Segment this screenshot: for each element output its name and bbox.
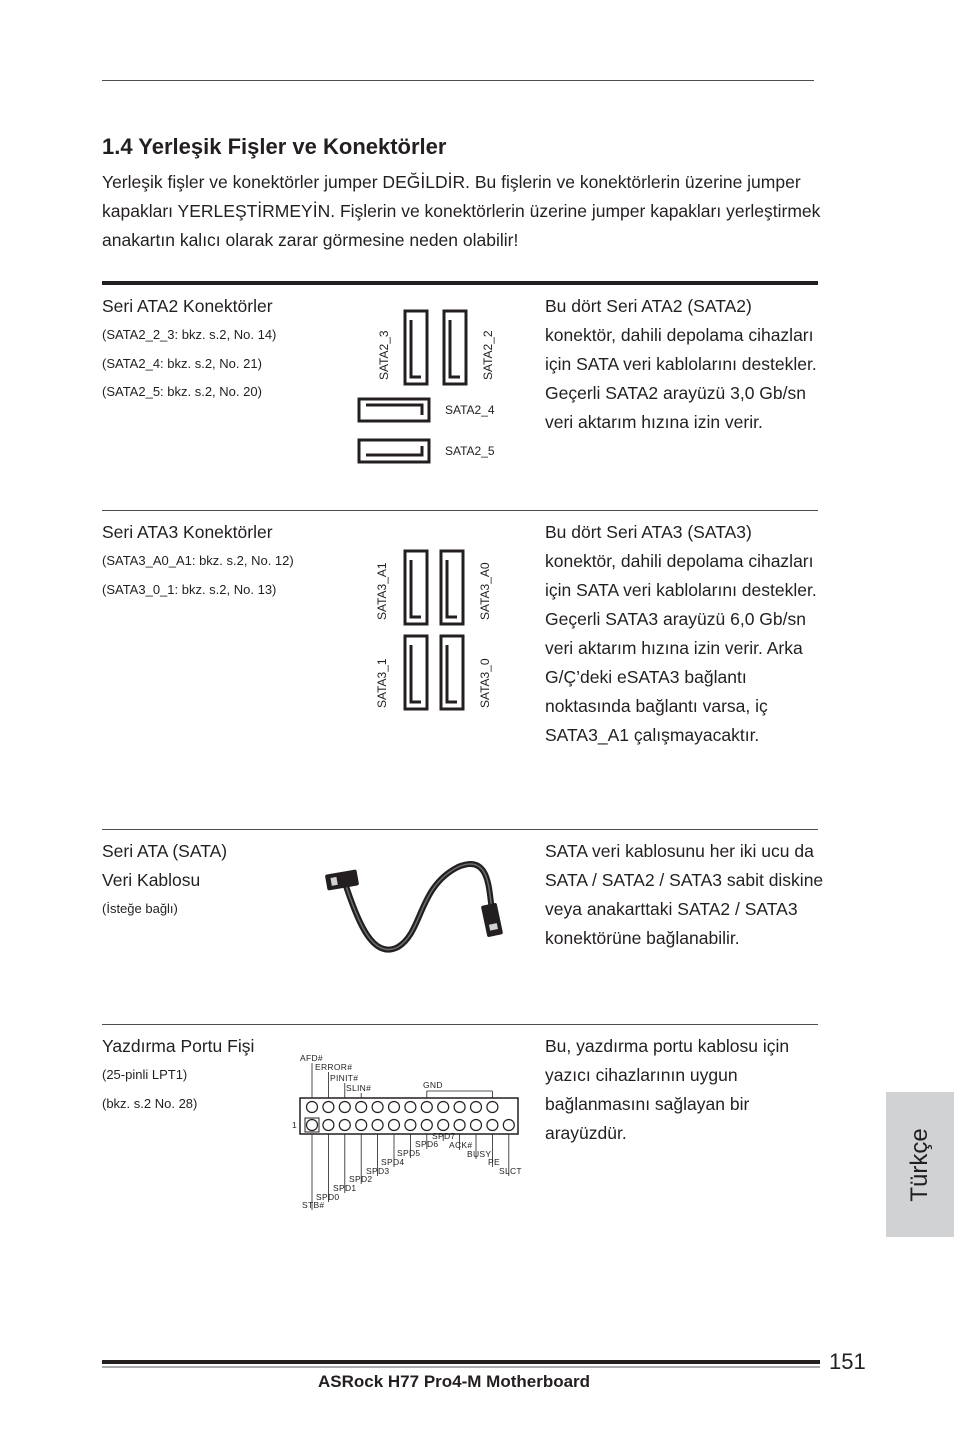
lpt-pin [503, 1120, 514, 1131]
sata2-note-1: (SATA2_2_3: bkz. s.2, No. 14) [102, 327, 277, 342]
lpt-pin [471, 1120, 482, 1131]
lpt-pin [438, 1102, 449, 1113]
section-title: 1.4 Yerleşik Fişler ve Konektörler [102, 134, 447, 159]
lpt-label: Yazdırma Portu Fişi [102, 1036, 255, 1056]
lpt-description: Bu, yazdırma portu kablosu için yazıcı cihazlarının uygun bağlanmasını sağlayan bir arayüzdür. [545, 1036, 790, 1143]
lpt-pin-one-label: 1 [292, 1120, 298, 1130]
lpt-label-busy: BUSY [467, 1149, 492, 1159]
lpt-pin [421, 1120, 432, 1131]
sata3-0-label: SATA3_0 [478, 658, 492, 708]
lpt-divider [102, 1024, 818, 1025]
top-rule [102, 80, 814, 81]
lpt-label-pinit: PINIT# [330, 1073, 359, 1083]
sata-cable-image [318, 852, 518, 964]
sata3-1-connector [405, 636, 427, 709]
lpt-pin [323, 1102, 334, 1113]
lpt-pin [389, 1102, 400, 1113]
lpt-label-spd3: SPD3 [366, 1166, 390, 1176]
sata3-1-label: SATA3_1 [375, 658, 389, 708]
lpt-pin [323, 1120, 334, 1131]
sata3-0-connector [441, 636, 463, 709]
sata3-a1-connector [405, 551, 427, 624]
lpt-note-1: (25-pinli LPT1) [102, 1067, 188, 1082]
section-intro: Yerleşik fişler ve konektörler jumper DEĞİLDİR. Bu fişlerin ve konektörlerin üzerine jumper kapakları YERLEŞTİRMEYİN. Fişlerin ve konektörlerin üzerine jumper kapakları yerleştirmek anakartın kalıcı olarak zarar görmesine neden olabilir! [102, 172, 821, 250]
sata2-4-label: SATA2_4 [445, 403, 495, 417]
lpt-pin [471, 1102, 482, 1113]
lpt-label-afd: AFD# [300, 1053, 323, 1063]
lpt-pin-header-diagram [288, 1048, 528, 1216]
lpt-label-spd4: SPD4 [381, 1157, 405, 1167]
lpt-pin [405, 1120, 416, 1131]
sata2-3-label: SATA2_3 [377, 330, 391, 380]
lpt-label-slin: SLIN# [346, 1083, 372, 1093]
lpt-label-spd1: SPD1 [333, 1183, 357, 1193]
language-tab-label: Türkçe [906, 1127, 933, 1202]
lpt-pin [372, 1120, 383, 1131]
lpt-pin [307, 1102, 318, 1113]
lpt-label-spd6: SPD6 [415, 1139, 439, 1149]
sata3-label: Seri ATA3 Konektörler [102, 522, 273, 542]
lpt-pin [356, 1120, 367, 1131]
footer-rule [102, 1360, 820, 1364]
lpt-pin [339, 1120, 350, 1131]
lpt-pin [421, 1102, 432, 1113]
sata2-note-2: (SATA2_4: bkz. s.2, No. 21) [102, 356, 262, 371]
lpt-pin [454, 1102, 465, 1113]
cable-note: (İsteğe bağlı) [102, 901, 178, 916]
lpt-label-pe: PE [488, 1157, 500, 1167]
lpt-pin [372, 1102, 383, 1113]
sata3-a0-label: SATA3_A0 [478, 562, 492, 620]
language-tab [886, 1092, 954, 1237]
lpt-pin [454, 1120, 465, 1131]
lpt-pin [487, 1102, 498, 1113]
sata2-2-label: SATA2_2 [481, 330, 495, 380]
lpt-pin [487, 1120, 498, 1131]
sata2-connector-diagram [350, 300, 520, 470]
lpt-pin [405, 1102, 416, 1113]
sata2-5-label: SATA2_5 [445, 444, 495, 458]
sata3-note-2: (SATA3_0_1: bkz. s.2, No. 13) [102, 582, 277, 597]
sata2-note-3: (SATA2_5: bkz. s.2, No. 20) [102, 384, 262, 399]
lpt-label-spd7: SPD7 [432, 1131, 456, 1141]
lpt-label-spd0: SPD0 [316, 1192, 340, 1202]
sata2-description: Bu dört Seri ATA2 (SATA2) konektör, dahili depolama cihazları için SATA veri kablolarını destekler. Geçerli SATA2 arayüzü 3,0 Gb/sn veri aktarım hızına izin verir. [545, 296, 817, 432]
lpt-label-spd5: SPD5 [397, 1148, 421, 1158]
lpt-pin [389, 1120, 400, 1131]
sata3-connector-diagram [365, 540, 505, 720]
lpt-label-ack: ACK# [449, 1140, 473, 1150]
cable-divider [102, 829, 818, 830]
sata2-3-connector [405, 311, 427, 384]
page-number: 151 [829, 1349, 866, 1374]
sata3-description: Bu dört Seri ATA3 (SATA3) konektör, dahili depolama cihazları için SATA veri kablolarını destekler. Geçerli SATA3 arayüzü 6,0 Gb/sn veri aktarım hızına izin verir. Arka G/Ç’deki eSATA3 bağlantı noktasında bağlantı varsa, iç SATA3_A1 çalışmayacaktır. [545, 522, 817, 745]
footer-product: ASRock H77 Pro4-M Motherboard [318, 1372, 591, 1391]
sata2-5-connector [359, 440, 429, 462]
lpt-label-error: ERROR# [315, 1062, 353, 1072]
sata3-note-1: (SATA3_A0_A1: bkz. s.2, No. 12) [102, 553, 294, 568]
sata3-a1-label: SATA3_A1 [375, 562, 389, 620]
sata2-2-connector [444, 311, 466, 384]
cable-description: SATA veri kablosunu her iki ucu da SATA / SATA2 / SATA3 sabit diskine veya anakarttaki SATA2 / SATA3 konektörüne bağlanabilir. [545, 841, 824, 948]
section-divider [102, 281, 818, 285]
cable-label-1: Seri ATA (SATA) [102, 841, 228, 861]
sata3-divider [102, 510, 818, 511]
lpt-label-gnd: GND [423, 1080, 443, 1090]
lpt-label-spd2: SPD2 [349, 1174, 373, 1184]
sata2-4-connector [359, 399, 429, 421]
cable-label-2: Veri Kablosu [102, 870, 201, 890]
footer-rule-shadow [102, 1366, 820, 1368]
lpt-label-slct: SLCT [499, 1166, 522, 1176]
lpt-pin [356, 1102, 367, 1113]
sata2-label: Seri ATA2 Konektörler [102, 296, 273, 316]
sata3-a0-connector [441, 551, 463, 624]
lpt-pin [339, 1102, 350, 1113]
lpt-note-2: (bkz. s.2 No. 28) [102, 1096, 198, 1111]
lpt-pin [305, 1118, 319, 1132]
lpt-pin [438, 1120, 449, 1131]
lpt-label-stb: STB# [302, 1200, 325, 1210]
